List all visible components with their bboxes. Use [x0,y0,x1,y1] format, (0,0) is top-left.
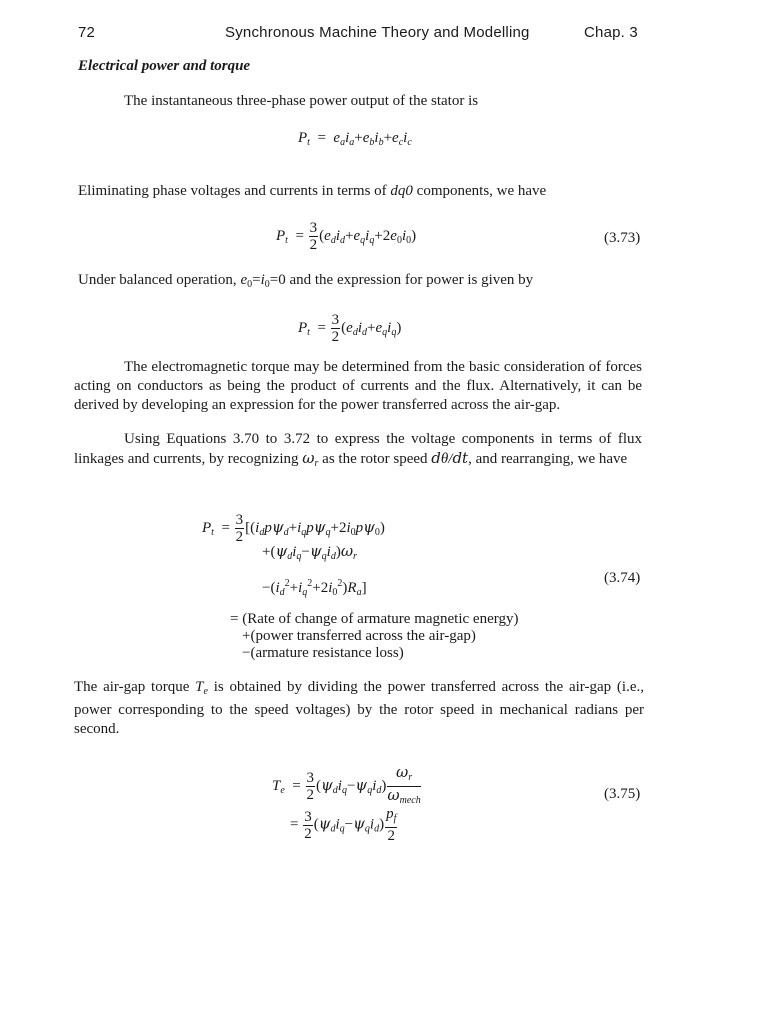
equation-3-74-line2: $+(\psi_di_q-\psi_qi_d)\omega_r$ [262,542,357,562]
explanation-line-airgap-power: +(power transferred across the air-gap) [242,628,476,644]
equation-3-75-line2: = $\frac{3}{2}$ $(\psi_di_q-\psi_qi_d)$ $\frac{p_f}{2}$ [290,806,397,844]
paragraph-torque-basic: The electromagnetic torque may be determined from the basic consideration of forces acting on conductors as being the product of currents and the flux. Alternatively, it can be derived by developing an expression for the power transferred across the air-gap. [74,359,642,413]
paragraph-eliminating: Eliminating phase voltages and currents in terms of dq0 components, we have [78,183,547,199]
equation-3-73: $P_t$ = $\frac{3}{2}$ $(e_di_d+e_qi_q+2e_0i_0)$ [276,220,417,253]
chapter-label: Chap. 3 [584,24,638,41]
equation-number-3-75: (3.75) [604,786,641,802]
equation-power-abc: $P_t = e_ai_a+e_bi_b+e_ci_c$ [298,130,412,148]
page-number: 72 [78,24,96,41]
explanation-line-magnetic-energy: = (Rate of change of armature magnetic energy) [230,611,519,627]
paragraph-balanced: Under balanced operation, $e_0=i_0=0$ and the expression for power is given by [78,272,534,290]
running-title: Synchronous Machine Theory and Modelling [225,24,530,41]
paragraph-airgap-torque: The air-gap torque $T_e$ is obtained by dividing the power transferred across the air-gap (i.e., power corresponding to the speed voltages) by the rotor speed in mechanical radians per second. [74,679,644,737]
equation-power-balanced: $P_t$ = $\frac{3}{2}$ $(e_di_d+e_qi_q)$ [298,312,402,345]
explanation-line-resistance-loss: −(armature resistance loss) [242,645,404,661]
equation-3-74-line1: $P_t$ = $\frac{3}{2}$ [$(i_dp\psi_d+i_qp\psi_q+2i_0p\psi_0)$ [202,512,385,545]
equation-3-74-line3: $-(i_d^2+i_q^2+2i_0^2)R_a$] [262,578,367,598]
section-title: Electrical power and torque [78,58,251,74]
equation-number-3-74: (3.74) [604,570,641,586]
equation-number-3-73: (3.73) [604,230,641,246]
equation-3-75-line1: $T_e$ = $\frac{3}{2}$ $(\psi_di_q-\psi_qi_d)$ $\frac{\omega_r}{\omega_{mech}}$ [272,763,421,806]
paragraph-equations-reference: Using Equations 3.70 to 3.72 to express the voltage components in terms of flux linkages and currents, by recognizing $\omega_r$ as the rotor speed dθ/dt, and rearranging, we have [74,431,642,469]
paragraph-intro: The instantaneous three-phase power output of the stator is [124,93,479,109]
